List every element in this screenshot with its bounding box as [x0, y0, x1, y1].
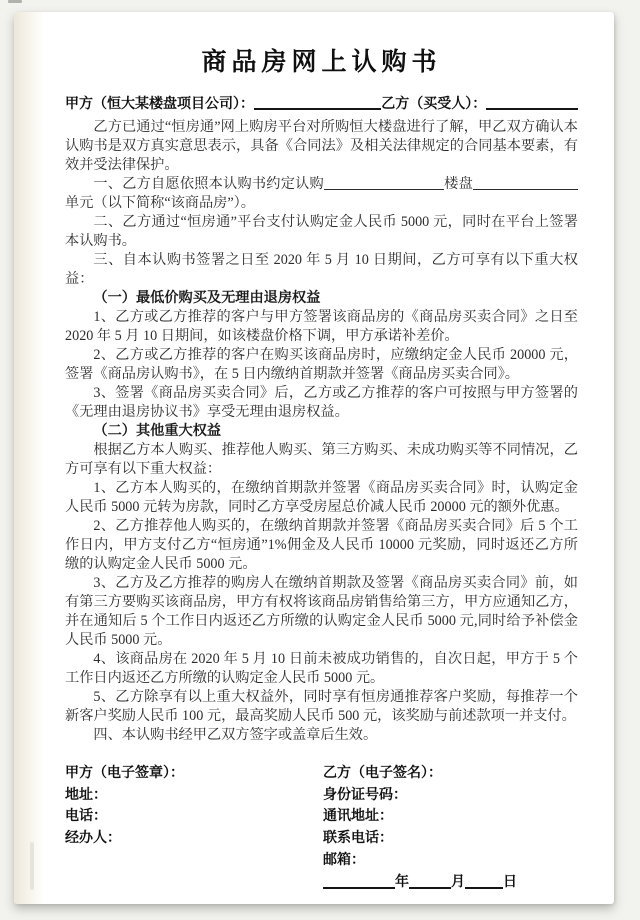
- body-paragraph: [65, 118, 578, 175]
- body-paragraph: [65, 650, 578, 688]
- body-paragraph: [65, 175, 578, 213]
- text-segment: 3、签署《商品房买卖合同》后，乙方或乙方推荐的客户可按照与甲方签署的《无理由退房协议书》享受无理由退房权益。: [65, 385, 578, 420]
- blank-underline: [486, 108, 578, 110]
- text-segment: 乙方已通过“恒房通”网上购房平台对所购恒大楼盘进行了解，甲乙双方确认本认购书是双方真实意思表示，具备《合同法》及相关法律规定的合同基本要素，有效并受法律保护。: [65, 119, 578, 173]
- text-segment: 年: [395, 872, 409, 889]
- body-paragraph: [65, 346, 578, 384]
- signature-label: 联系电话：: [323, 829, 393, 846]
- signature-label: 邮箱：: [323, 850, 365, 867]
- body-paragraph: [65, 213, 578, 251]
- page-left-edge: [14, 12, 44, 904]
- text-segment: 4、该商品房在 2020 年 5 月 10 日前未被成功销售的，自次日起，甲方于 5 个工作日内返还乙方所缴的认购定金人民币 5000 元。: [65, 651, 578, 686]
- signature-party-b-column: [323, 762, 578, 892]
- text-segment: 1、乙方或乙方推荐的客户与甲方签署该商品房的《商品房买卖合同》之日至 2020 年 5 月 10 日期间，如该楼盘价格下调，甲方承诺补差价。: [65, 309, 578, 344]
- text-segment: 月: [451, 872, 465, 889]
- blank-underline: [473, 178, 578, 190]
- text-segment: 二、乙方通过“恒房通”平台支付认购定金人民币 5000 元，同时在平台上签署本认购书。: [65, 214, 578, 249]
- party-header-line: [65, 93, 578, 113]
- blank-underline: [324, 178, 444, 190]
- section-heading-paragraph: [65, 422, 578, 441]
- signature-label: 经办人：: [65, 829, 121, 846]
- text-segment: 1、乙方本人购买的，在缴纳首期款并签署《商品房买卖合同》时，认购定金人民币 5000 元转为房款，同时乙方享受房屋总价减人民币 20000 元的额外优惠。: [65, 480, 578, 515]
- text-segment: 日: [503, 872, 517, 889]
- body-paragraph: [65, 308, 578, 346]
- text-segment: 三、自本认购书签署之日至 2020 年 5 月 10 日期间，乙方可享有以下重大权益：: [65, 252, 578, 287]
- body-paragraph: [65, 688, 578, 726]
- signature-party-a-column: [65, 762, 323, 892]
- document-body: [65, 118, 578, 745]
- text-segment: 2、乙方或乙方推荐的客户在购买该商品房时，应缴纳定金人民币 20000 元，签署《商品房认购书》，在 5 日内缴纳首期款并签署《商品房买卖合同》。: [65, 347, 578, 382]
- document-page: [14, 12, 614, 904]
- signature-label: 甲方（电子签章）：: [65, 764, 184, 780]
- text-segment: 3、乙方及乙方推荐的购房人在缴纳首期款及签署《商品房买卖合同》前，如有第三方要购买该商品房，甲方有权将该商品房销售给第三方，甲方应通知乙方，并在通知后 5 个工作日内返还乙方所缴的认购定金人民币 5000 元,同时给予补偿金人民币 5000 元。: [65, 575, 578, 648]
- blank-underline: [323, 887, 395, 889]
- body-paragraph: [65, 479, 578, 517]
- scan-artifact-mark: [8, 0, 22, 3]
- blank-underline: [465, 887, 503, 889]
- signature-label: 地址：: [65, 785, 107, 802]
- text-segment: 楼盘: [443, 176, 473, 192]
- text-segment: 单元（以下简称“该商品房”）。: [65, 195, 255, 211]
- date-line: [323, 871, 551, 893]
- body-paragraph: [65, 441, 578, 479]
- scan-smudge: [30, 842, 34, 890]
- body-paragraph: [65, 251, 578, 289]
- text-segment: 甲方（恒大某楼盘项目公司）：: [65, 95, 254, 111]
- blank-underline: [409, 887, 451, 889]
- text-segment: （一）最低价购买及无理由退房权益: [93, 290, 321, 306]
- text-segment: 乙方（买受人）：: [381, 95, 487, 111]
- signature-label: 身份证号码：: [323, 785, 407, 802]
- text-segment: 2、乙方推荐他人购买的，在缴纳首期款并签署《商品房买卖合同》后 5 个工作日内，甲方支付乙方“恒房通”1%佣金及人民币 10000 元奖励，同时返还乙方所缴的认购定金人民币 5000 元。: [65, 518, 578, 572]
- document-title: 商品房网上认购书: [201, 48, 442, 76]
- signature-label: 通讯地址：: [323, 807, 393, 824]
- body-paragraph: [65, 517, 578, 574]
- text-segment: 四、本认购书经甲乙双方签字或盖章后生效。: [93, 727, 378, 743]
- document-content: [65, 42, 578, 892]
- body-paragraph: [65, 574, 578, 650]
- signature-label: 电话：: [65, 807, 107, 824]
- text-segment: 根据乙方本人购买、推荐他人购买、第三方购买、未成功购买等不同情况，乙方可享有以下重大权益：: [65, 442, 578, 477]
- blank-underline: [254, 108, 381, 110]
- body-paragraph: [65, 384, 578, 422]
- text-segment: 5、乙方除享有以上重大权益外，同时享有恒房通推荐客户奖励，每推荐一个新客户奖励人民币 100 元，最高奖励人民币 500 元，该奖励与前述款项一并支付。: [65, 689, 578, 724]
- text-segment: 一、乙方自愿依照本认购书约定认购: [93, 176, 324, 192]
- text-segment: （二）其他重大权益: [93, 423, 222, 439]
- body-paragraph: [65, 726, 578, 745]
- section-heading-paragraph: [65, 289, 578, 308]
- signature-label: 乙方（电子签名）：: [323, 764, 442, 780]
- signature-section: [65, 762, 578, 892]
